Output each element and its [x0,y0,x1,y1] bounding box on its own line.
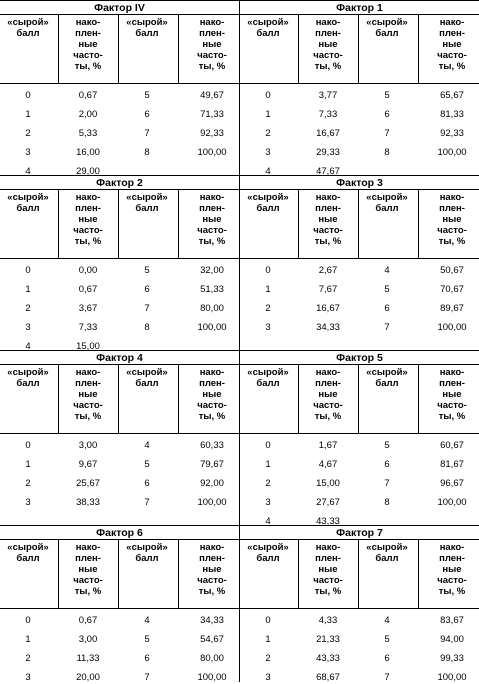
column-divider [358,15,359,83]
column-divider [358,540,359,608]
cumulative-frequency-cell: 3,77 [318,90,338,101]
raw-score-cell: 8 [384,497,390,508]
column-header-row [240,540,479,609]
raw-score-cell: 2 [265,303,271,314]
cumulative-frequency-cell: 21,33 [316,634,340,645]
cumulative-frequency-header: нако- плен- ные часто- ты, % [73,17,103,72]
cumulative-frequency-header: нако- плен- ные часто- ты, % [73,542,103,597]
cumulative-frequency-cell: 89,67 [440,303,464,314]
raw-score-cell: 0 [265,615,271,626]
cumulative-frequency-cell: 80,00 [200,303,224,314]
column-divider [178,190,179,258]
factor-title: Фактор 1 [240,1,479,15]
cumulative-frequency-cell: 100,00 [437,322,467,333]
data-rows [0,84,239,176]
raw-score-header: «сырой» балл [366,17,408,39]
factor-title: Фактор IV [0,1,239,15]
raw-score-cell: 0 [25,615,31,626]
raw-score-header: «сырой» балл [247,17,289,39]
cumulative-frequency-cell: 65,67 [440,90,464,101]
raw-score-header: «сырой» балл [247,542,289,564]
raw-score-cell: 2 [25,478,31,489]
raw-score-cell: 4 [384,615,390,626]
raw-score-header: «сырой» балл [366,542,408,564]
column-divider [178,540,179,608]
raw-score-cell: 0 [25,440,31,451]
column-divider [298,540,299,608]
cumulative-frequency-cell: 16,67 [316,303,340,314]
cumulative-frequency-cell: 71,33 [200,109,224,120]
cumulative-frequency-header: нако- плен- ные часто- ты, % [437,542,467,597]
factor-table [0,0,239,175]
column-divider [418,15,419,83]
column-divider [418,540,419,608]
column-header-row [0,540,239,609]
raw-score-cell: 3 [265,497,271,508]
raw-score-cell: 2 [25,653,31,664]
raw-score-cell: 3 [265,147,271,158]
column-header-row [0,190,239,259]
cumulative-frequency-cell: 100,00 [437,497,467,508]
cumulative-frequency-cell: 100,00 [437,147,467,158]
raw-score-cell: 6 [384,653,390,664]
column-divider [118,540,119,608]
cumulative-frequency-cell: 3,00 [78,634,98,645]
cumulative-frequency-cell: 34,33 [316,322,340,333]
raw-score-cell: 5 [384,90,390,101]
cumulative-frequency-cell: 38,33 [76,497,100,508]
raw-score-cell: 5 [144,634,150,645]
column-divider [178,365,179,433]
raw-score-cell: 5 [384,634,390,645]
cumulative-frequency-cell: 3,00 [78,440,98,451]
raw-score-cell: 1 [265,634,271,645]
factor-block-row [0,0,479,175]
data-rows [0,609,239,683]
raw-score-cell: 3 [265,322,271,333]
raw-score-cell: 5 [384,284,390,295]
cumulative-frequency-cell: 11,33 [76,653,100,664]
cumulative-frequency-cell: 34,33 [200,615,224,626]
cumulative-frequency-cell: 80,00 [200,653,224,664]
column-header-row [240,15,479,84]
cumulative-frequency-cell: 2,00 [78,109,98,120]
cumulative-frequency-cell: 4,33 [318,615,338,626]
cumulative-frequency-cell: 60,67 [440,440,464,451]
data-rows [240,259,479,351]
raw-score-cell: 2 [265,478,271,489]
cumulative-frequency-cell: 50,67 [440,265,464,276]
raw-score-header: «сырой» балл [126,367,168,389]
cumulative-frequency-cell: 99,33 [440,653,464,664]
raw-score-cell: 1 [25,459,31,470]
cumulative-frequency-cell: 92,00 [200,478,224,489]
cumulative-frequency-cell: 100,00 [437,672,467,683]
column-divider [58,540,59,608]
data-rows [240,434,479,526]
raw-score-cell: 0 [265,90,271,101]
cumulative-frequency-cell: 3,67 [78,303,98,314]
factor-table [0,175,239,350]
factor-table [0,350,239,525]
raw-score-cell: 3 [25,322,31,333]
factor-table [239,175,479,350]
raw-score-cell: 7 [144,497,150,508]
cumulative-frequency-header: нако- плен- ные часто- ты, % [437,192,467,247]
cumulative-frequency-cell: 49,67 [200,90,224,101]
raw-score-cell: 0 [265,265,271,276]
raw-score-cell: 6 [384,303,390,314]
column-divider [58,15,59,83]
cumulative-frequency-cell: 4,67 [318,459,338,470]
cumulative-frequency-cell: 20,00 [76,672,100,683]
factor-title: Фактор 6 [0,526,239,540]
raw-score-cell: 1 [25,634,31,645]
raw-score-cell: 2 [265,128,271,139]
factor-title: Фактор 3 [240,176,479,190]
raw-score-header: «сырой» балл [126,17,168,39]
raw-score-cell: 5 [384,440,390,451]
raw-score-cell: 6 [144,284,150,295]
cumulative-frequency-cell: 5,33 [78,128,98,139]
cumulative-frequency-cell: 2,67 [318,265,338,276]
cumulative-frequency-header: нако- плен- ные часто- ты, % [313,192,343,247]
column-header-row [240,365,479,434]
raw-score-header: «сырой» балл [366,367,408,389]
cumulative-frequency-cell: 25,67 [76,478,100,489]
raw-score-cell: 8 [144,147,150,158]
raw-score-header: «сырой» балл [247,192,289,214]
cumulative-frequency-cell: 83,67 [440,615,464,626]
column-divider [58,365,59,433]
cumulative-frequency-cell: 0,67 [78,615,98,626]
raw-score-cell: 4 [265,166,271,177]
cumulative-frequency-cell: 9,67 [78,459,98,470]
cumulative-frequency-cell: 81,33 [440,109,464,120]
cumulative-frequency-header: нако- плен- ные часто- ты, % [197,17,227,72]
factor-table [239,350,479,525]
raw-score-cell: 4 [144,615,150,626]
raw-score-cell: 5 [144,459,150,470]
cumulative-frequency-cell: 7,33 [318,109,338,120]
raw-score-header: «сырой» балл [126,192,168,214]
cumulative-frequency-cell: 7,33 [78,322,98,333]
cumulative-frequency-header: нако- плен- ные часто- ты, % [197,367,227,422]
raw-score-cell: 7 [384,672,390,683]
raw-score-cell: 4 [144,440,150,451]
factor-table [0,525,239,682]
column-divider [178,15,179,83]
raw-score-header: «сырой» балл [7,17,49,39]
cumulative-frequency-cell: 100,00 [197,497,227,508]
raw-score-header: «сырой» балл [7,367,49,389]
cumulative-frequency-cell: 47,67 [316,166,340,177]
cumulative-frequency-cell: 16,00 [76,147,100,158]
factor-title: Фактор 4 [0,351,239,365]
column-divider [118,15,119,83]
data-rows [0,434,239,526]
cumulative-frequency-cell: 96,67 [440,478,464,489]
cumulative-frequency-cell: 79,67 [200,459,224,470]
factor-block-row [0,350,479,525]
raw-score-cell: 2 [25,128,31,139]
data-rows [240,84,479,176]
raw-score-cell: 2 [25,303,31,314]
raw-score-cell: 1 [265,109,271,120]
raw-score-header: «сырой» балл [126,542,168,564]
raw-score-cell: 8 [144,322,150,333]
cumulative-frequency-cell: 92,33 [200,128,224,139]
column-divider [118,190,119,258]
raw-score-cell: 3 [25,497,31,508]
data-rows [240,609,479,683]
cumulative-frequency-cell: 43,33 [316,516,340,527]
raw-score-cell: 7 [384,128,390,139]
factor-title: Фактор 7 [240,526,479,540]
raw-score-cell: 6 [384,459,390,470]
raw-score-cell: 5 [144,90,150,101]
cumulative-frequency-cell: 100,00 [197,672,227,683]
cumulative-frequency-header: нако- плен- ные часто- ты, % [197,542,227,597]
raw-score-cell: 2 [265,653,271,664]
raw-score-cell: 7 [384,478,390,489]
raw-score-cell: 1 [265,284,271,295]
raw-score-header: «сырой» балл [7,192,49,214]
raw-score-header: «сырой» балл [366,192,408,214]
column-divider [298,190,299,258]
cumulative-frequency-cell: 7,67 [318,284,338,295]
raw-score-header: «сырой» балл [247,367,289,389]
cumulative-frequency-cell: 16,67 [316,128,340,139]
raw-score-cell: 1 [25,109,31,120]
column-divider [298,365,299,433]
cumulative-frequency-header: нако- плен- ные часто- ты, % [437,17,467,72]
cumulative-frequency-header: нако- плен- ные часто- ты, % [313,542,343,597]
raw-score-cell: 6 [384,109,390,120]
cumulative-frequency-cell: 43,33 [316,653,340,664]
cumulative-frequency-header: нако- плен- ные часто- ты, % [313,17,343,72]
raw-score-cell: 3 [25,147,31,158]
raw-score-cell: 0 [265,440,271,451]
column-divider [358,190,359,258]
raw-score-cell: 4 [384,265,390,276]
cumulative-frequency-cell: 15,00 [76,341,100,352]
raw-score-cell: 6 [144,478,150,489]
column-divider [58,190,59,258]
column-divider [118,365,119,433]
raw-score-cell: 1 [25,284,31,295]
cumulative-frequency-cell: 15,00 [316,478,340,489]
cumulative-frequency-cell: 70,67 [440,284,464,295]
cumulative-frequency-header: нако- плен- ные часто- ты, % [313,367,343,422]
column-header-row [240,190,479,259]
cumulative-frequency-cell: 27,67 [316,497,340,508]
factor-table [239,0,479,175]
raw-score-cell: 0 [25,90,31,101]
raw-score-cell: 7 [144,672,150,683]
factor-table [239,525,479,682]
column-header-row [0,365,239,434]
factor-title: Фактор 2 [0,176,239,190]
raw-score-cell: 4 [265,516,271,527]
cumulative-frequency-cell: 1,67 [318,440,338,451]
cumulative-frequency-header: нако- плен- ные часто- ты, % [197,192,227,247]
cumulative-frequency-cell: 0,00 [78,265,98,276]
cumulative-frequency-cell: 81,67 [440,459,464,470]
raw-score-cell: 8 [384,147,390,158]
raw-score-cell: 7 [384,322,390,333]
raw-score-cell: 6 [144,653,150,664]
factor-block-row [0,525,479,682]
factor-title: Фактор 5 [240,351,479,365]
raw-score-cell: 5 [144,265,150,276]
raw-score-cell: 7 [144,303,150,314]
cumulative-frequency-cell: 29,00 [76,166,100,177]
column-divider [358,365,359,433]
cumulative-frequency-header: нако- плен- ные часто- ты, % [73,192,103,247]
raw-score-cell: 4 [25,166,31,177]
column-divider [418,190,419,258]
raw-score-cell: 3 [25,672,31,683]
cumulative-frequency-cell: 0,67 [78,284,98,295]
column-divider [298,15,299,83]
cumulative-frequency-cell: 32,00 [200,265,224,276]
cumulative-frequency-header: нако- плен- ные часто- ты, % [73,367,103,422]
cumulative-frequency-cell: 68,67 [316,672,340,683]
cumulative-frequency-cell: 94,00 [440,634,464,645]
cumulative-frequency-cell: 100,00 [197,147,227,158]
raw-score-cell: 4 [25,341,31,352]
data-rows [0,259,239,351]
raw-score-cell: 6 [144,109,150,120]
cumulative-frequency-cell: 51,33 [200,284,224,295]
raw-score-cell: 7 [144,128,150,139]
cumulative-frequency-cell: 100,00 [197,322,227,333]
cumulative-frequency-cell: 54,67 [200,634,224,645]
cumulative-frequency-cell: 0,67 [78,90,98,101]
raw-score-header: «сырой» балл [7,542,49,564]
cumulative-frequency-cell: 29,33 [316,147,340,158]
column-divider [418,365,419,433]
cumulative-frequency-cell: 60,33 [200,440,224,451]
raw-score-cell: 0 [25,265,31,276]
cumulative-frequency-header: нако- плен- ные часто- ты, % [437,367,467,422]
factor-block-row [0,175,479,350]
cumulative-frequency-cell: 92,33 [440,128,464,139]
column-header-row [0,15,239,84]
raw-score-cell: 1 [265,459,271,470]
raw-score-cell: 3 [265,672,271,683]
